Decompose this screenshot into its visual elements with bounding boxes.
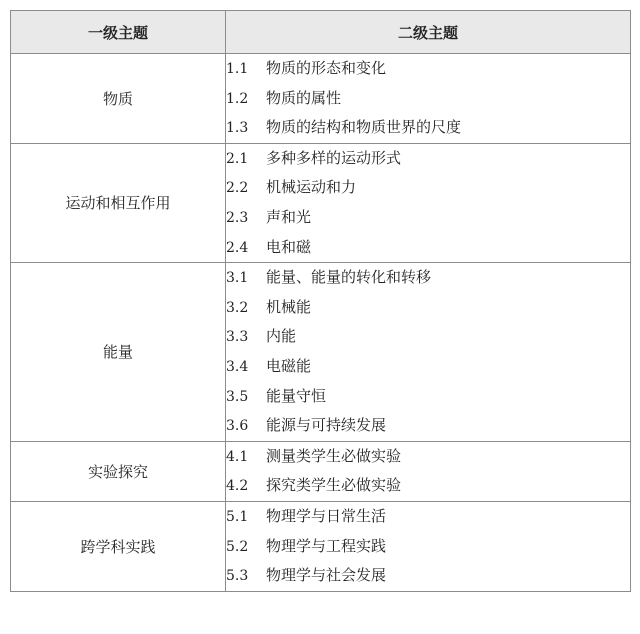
secondary-topic-cell bbox=[226, 441, 631, 501]
secondary-topic-label: 物理学与工程实践 bbox=[266, 536, 387, 555]
secondary-topic-cell bbox=[226, 501, 631, 591]
secondary-topic-label: 机械能 bbox=[266, 297, 312, 316]
table-row bbox=[11, 263, 631, 442]
secondary-topic-label: 测量类学生必做实验 bbox=[266, 446, 402, 465]
secondary-topic-number: 2.1 bbox=[226, 150, 249, 167]
secondary-topic-label: 声和光 bbox=[266, 207, 312, 226]
secondary-topic-item bbox=[226, 382, 630, 412]
secondary-topic-item bbox=[226, 203, 630, 233]
secondary-topic-item bbox=[226, 471, 630, 501]
secondary-topic-cell bbox=[226, 54, 631, 144]
secondary-topic-label: 机械运动和力 bbox=[266, 178, 357, 197]
secondary-topic-number: 3.6 bbox=[226, 418, 249, 435]
secondary-topic-number: 3.1 bbox=[226, 270, 249, 287]
secondary-topic-item bbox=[226, 84, 630, 114]
secondary-topic-number: 3.4 bbox=[226, 358, 249, 375]
secondary-topic-item bbox=[226, 293, 630, 323]
header-secondary-topic: 二级主题 bbox=[226, 11, 631, 54]
primary-topic-cell: 跨学科实践 bbox=[11, 501, 226, 591]
secondary-topic-number: 1.1 bbox=[226, 61, 249, 77]
secondary-topic-number: 5.2 bbox=[226, 538, 249, 555]
secondary-topic-cell bbox=[226, 143, 631, 262]
table-row bbox=[11, 441, 631, 501]
secondary-topic-number: 5.1 bbox=[226, 508, 249, 525]
secondary-topic-number: 3.3 bbox=[226, 329, 249, 346]
secondary-topic-cell bbox=[226, 263, 631, 442]
secondary-topic-number: 5.3 bbox=[226, 568, 249, 585]
secondary-topic-number: 2.4 bbox=[226, 239, 249, 256]
table-row bbox=[11, 501, 631, 591]
topics-table bbox=[10, 10, 631, 592]
secondary-topic-item bbox=[226, 322, 630, 352]
secondary-topic-number: 3.2 bbox=[226, 299, 249, 316]
secondary-topic-label: 电和磁 bbox=[266, 237, 312, 256]
secondary-topic-label: 电磁能 bbox=[266, 356, 312, 375]
secondary-topic-label: 物质的结构和物质世界的尺度 bbox=[266, 118, 462, 137]
secondary-topic-label: 物质的属性 bbox=[266, 88, 342, 107]
header-row bbox=[11, 11, 631, 54]
secondary-topic-item bbox=[226, 502, 630, 532]
primary-topic-cell: 物质 bbox=[11, 54, 226, 144]
secondary-topic-item bbox=[226, 263, 630, 293]
secondary-topic-item bbox=[226, 532, 630, 562]
secondary-topic-number: 1.2 bbox=[226, 90, 249, 107]
secondary-topic-item bbox=[226, 144, 630, 174]
secondary-topic-label: 物质的形态和变化 bbox=[266, 59, 387, 77]
secondary-topic-label: 多种多样的运动形式 bbox=[266, 148, 402, 167]
secondary-topic-label: 内能 bbox=[266, 327, 297, 346]
secondary-topic-number: 2.3 bbox=[226, 209, 249, 226]
secondary-topic-label: 物理学与社会发展 bbox=[266, 566, 387, 585]
secondary-topic-number: 1.3 bbox=[226, 120, 249, 137]
secondary-topic-item bbox=[226, 113, 630, 143]
secondary-topic-label: 能量守恒 bbox=[266, 386, 327, 405]
secondary-topic-item bbox=[226, 54, 630, 84]
secondary-topic-item bbox=[226, 561, 630, 591]
table-row bbox=[11, 54, 631, 144]
secondary-topic-item bbox=[226, 233, 630, 263]
primary-topic-cell: 实验探究 bbox=[11, 441, 226, 501]
secondary-topic-item bbox=[226, 173, 630, 203]
secondary-topic-item bbox=[226, 442, 630, 472]
primary-topic-cell: 运动和相互作用 bbox=[11, 143, 226, 262]
secondary-topic-label: 探究类学生必做实验 bbox=[266, 476, 402, 495]
secondary-topic-number: 4.2 bbox=[226, 478, 249, 495]
table-row bbox=[11, 143, 631, 262]
secondary-topic-item bbox=[226, 411, 630, 441]
secondary-topic-label: 物理学与日常生活 bbox=[266, 506, 387, 525]
secondary-topic-label: 能源与可持续发展 bbox=[266, 416, 387, 435]
secondary-topic-number: 3.5 bbox=[226, 388, 249, 405]
primary-topic-cell: 能量 bbox=[11, 263, 226, 442]
table-body bbox=[11, 54, 631, 592]
secondary-topic-item bbox=[226, 352, 630, 382]
secondary-topic-label: 能量、能量的转化和转移 bbox=[266, 268, 432, 287]
secondary-topic-number: 2.2 bbox=[226, 180, 249, 197]
secondary-topic-number: 4.1 bbox=[226, 448, 249, 465]
header-primary-topic: 一级主题 bbox=[11, 11, 226, 54]
